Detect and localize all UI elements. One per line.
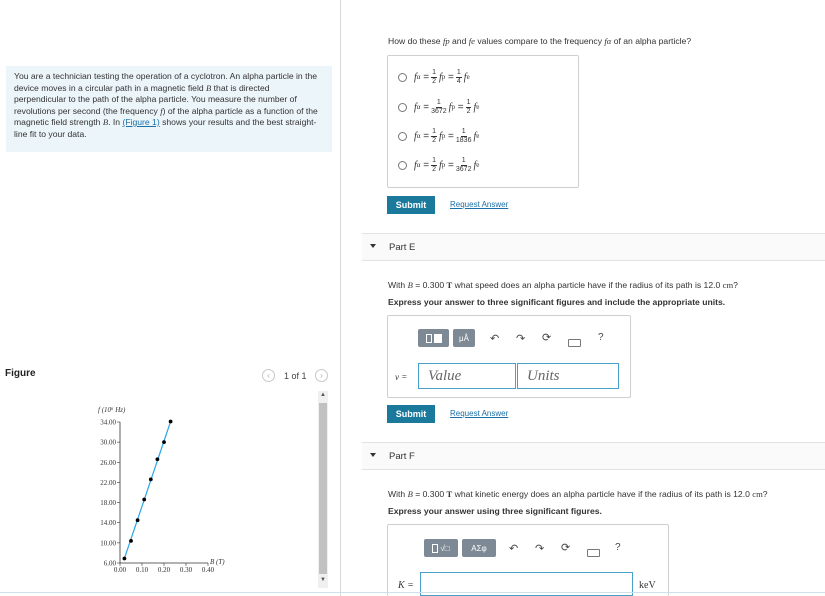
- problem-intro: [6, 66, 332, 152]
- fraction: $\frac{1}{2}$: [432, 68, 436, 85]
- fraction: $\frac{1}{2}$: [432, 127, 436, 144]
- template-tool-button[interactable]: √□: [424, 539, 458, 557]
- collapse-caret-icon[interactable]: [370, 244, 376, 248]
- chevron-right-icon[interactable]: ›: [315, 369, 328, 382]
- chevron-left-icon[interactable]: ‹: [262, 369, 275, 382]
- b-vector-symbol: B: [206, 82, 212, 93]
- undo-icon[interactable]: ↶: [509, 543, 519, 555]
- template-tool-button[interactable]: [418, 329, 449, 347]
- part-e-instruction: Express your answer to three significant figures and include the appropriate units.: [388, 297, 726, 307]
- question-text: of an alpha particle?: [611, 36, 692, 46]
- fraction: $\frac{1}{3672}$: [455, 156, 472, 173]
- y-tick-label: 26.00: [100, 458, 116, 467]
- data-point: [123, 557, 127, 561]
- collapse-caret-icon[interactable]: [370, 453, 376, 457]
- data-point: [149, 478, 153, 482]
- fraction: $\frac{1}{1836}$: [455, 127, 472, 144]
- part-d-question: [388, 36, 691, 46]
- greek-tool-button[interactable]: ΑΣφ: [462, 539, 496, 557]
- x-tick-label: 0.40: [201, 566, 215, 574]
- part-e-request-answer-link[interactable]: Request Answer: [450, 409, 509, 418]
- intro-text: You are a technician testing the operation of a cyclotron. An alpha particle in the device moves in a circular path in a magnetic field: [14, 71, 318, 93]
- y-tick-label: 30.00: [100, 438, 116, 447]
- y-tick-label: 34.00: [100, 418, 116, 427]
- part-e-question: With B = 0.300 T what speed does an alpha particle have if the radius of its path is 12.0 cm?: [388, 280, 738, 290]
- part-e-submit-button[interactable]: Submit: [387, 405, 435, 423]
- choice-option[interactable]: f α = $\frac{1}{3672}$ f p = $\frac{1}{2}$ f e: [398, 98, 479, 116]
- b-symbol: B: [102, 117, 109, 127]
- part-e-answer-box: [387, 315, 631, 398]
- redo-icon[interactable]: ↷: [535, 543, 545, 555]
- data-point: [142, 498, 146, 502]
- question-text: values compare to the frequency: [474, 36, 605, 46]
- figure-link[interactable]: (Figure 1): [122, 117, 160, 127]
- f-symbol: f: [160, 105, 163, 116]
- question-text: and: [449, 36, 469, 46]
- scroll-down-icon[interactable]: ▼: [320, 577, 326, 583]
- scroll-up-icon[interactable]: ▲: [320, 392, 326, 398]
- y-axis-label: f (10⁶ Hz): [98, 406, 126, 414]
- reset-icon[interactable]: ⟳: [542, 332, 552, 344]
- data-point: [156, 457, 160, 461]
- y-tick-label: 10.00: [100, 539, 116, 548]
- part-f-instruction: Express your answer using three significant figures.: [388, 506, 602, 516]
- part-f-header[interactable]: [362, 442, 825, 470]
- part-e-title: Part E: [389, 242, 416, 253]
- x-tick-label: 0.00: [113, 566, 127, 574]
- intro-text: ) of the alpha particle as a function of the magnetic field strength: [14, 105, 318, 127]
- y-tick-label: 22.00: [100, 478, 116, 487]
- fraction: $\frac{1}{2}$: [432, 156, 436, 173]
- radio-button[interactable]: [398, 132, 407, 141]
- frequency-vs-field-chart: [90, 400, 240, 580]
- help-icon[interactable]: ?: [615, 542, 621, 553]
- part-e-header[interactable]: [362, 233, 825, 261]
- falpha-symbol: fα: [604, 36, 612, 46]
- figure-label: Figure: [5, 368, 36, 379]
- part-f-answer-box: [387, 524, 669, 596]
- k-label: K =: [398, 580, 414, 591]
- keyboard-icon[interactable]: [568, 339, 581, 347]
- y-tick-label: 18.00: [100, 499, 116, 508]
- choice-option[interactable]: f α = $\frac{1}{2}$ f p = $\frac{1}{4}$ f e: [398, 68, 470, 86]
- x-tick-label: 0.20: [157, 566, 171, 574]
- fraction: $\frac{1}{4}$: [456, 68, 461, 85]
- data-point: [169, 420, 173, 424]
- undo-icon[interactable]: ↶: [490, 333, 500, 345]
- part-d-submit-button[interactable]: Submit: [387, 196, 435, 214]
- intro-text: . In: [108, 117, 123, 127]
- units-input[interactable]: Units: [517, 363, 619, 389]
- radio-button[interactable]: [398, 161, 407, 170]
- part-d-request-answer-link[interactable]: Request Answer: [450, 200, 509, 209]
- data-point: [162, 440, 166, 444]
- falpha-symbol: f: [414, 71, 417, 83]
- y-tick-label: 6.00: [103, 559, 116, 568]
- part-f-title: Part F: [389, 451, 415, 462]
- y-tick-label: 14.00: [100, 519, 116, 528]
- kev-unit: keV: [639, 580, 656, 591]
- keyboard-icon[interactable]: [587, 549, 600, 557]
- fraction: $\frac{1}{2}$: [466, 98, 471, 115]
- intro-text: shows your results and the best straight-line fit to your data.: [14, 117, 317, 139]
- scrollbar-thumb[interactable]: [319, 403, 327, 574]
- units-tool-button[interactable]: μÅ: [453, 329, 475, 347]
- x-tick-label: 0.10: [135, 566, 149, 574]
- data-point: [136, 518, 140, 522]
- radio-button[interactable]: [398, 103, 407, 112]
- x-axis-label: B (T): [210, 558, 225, 566]
- x-tick-label: 0.30: [179, 566, 193, 574]
- question-text: How do these: [388, 36, 443, 46]
- redo-icon[interactable]: ↷: [516, 333, 526, 345]
- answer-choices: [387, 55, 579, 188]
- reset-icon[interactable]: ⟳: [561, 542, 571, 554]
- fp-symbol: fp: [442, 36, 450, 46]
- page-bottom-border: [0, 592, 825, 593]
- column-divider: [340, 0, 341, 596]
- fraction: $\frac{1}{3672}$: [431, 98, 447, 115]
- value-input[interactable]: Value: [418, 363, 516, 389]
- data-point: [129, 539, 133, 543]
- intro-text: that is directed perpendicular to the path of the alpha particle. You measure the number of revolutions per second (the frequency: [14, 82, 297, 116]
- fe-symbol: fe: [468, 36, 475, 46]
- help-icon[interactable]: ?: [598, 332, 604, 343]
- part-f-question: With B = 0.300 T what kinetic energy does an alpha particle have if the radius of its path is 12.0 cm?: [388, 489, 768, 499]
- choice-option[interactable]: f α = $\frac{1}{2}$ f p = $\frac{1}{1836}$ f e: [398, 127, 479, 145]
- radio-button[interactable]: [398, 73, 407, 82]
- v-label: v =: [395, 372, 408, 382]
- figure-pager: 1 of 1: [284, 371, 307, 381]
- choice-option[interactable]: f α = $\frac{1}{2}$ f p = $\frac{1}{3672}$ f e: [398, 156, 479, 174]
